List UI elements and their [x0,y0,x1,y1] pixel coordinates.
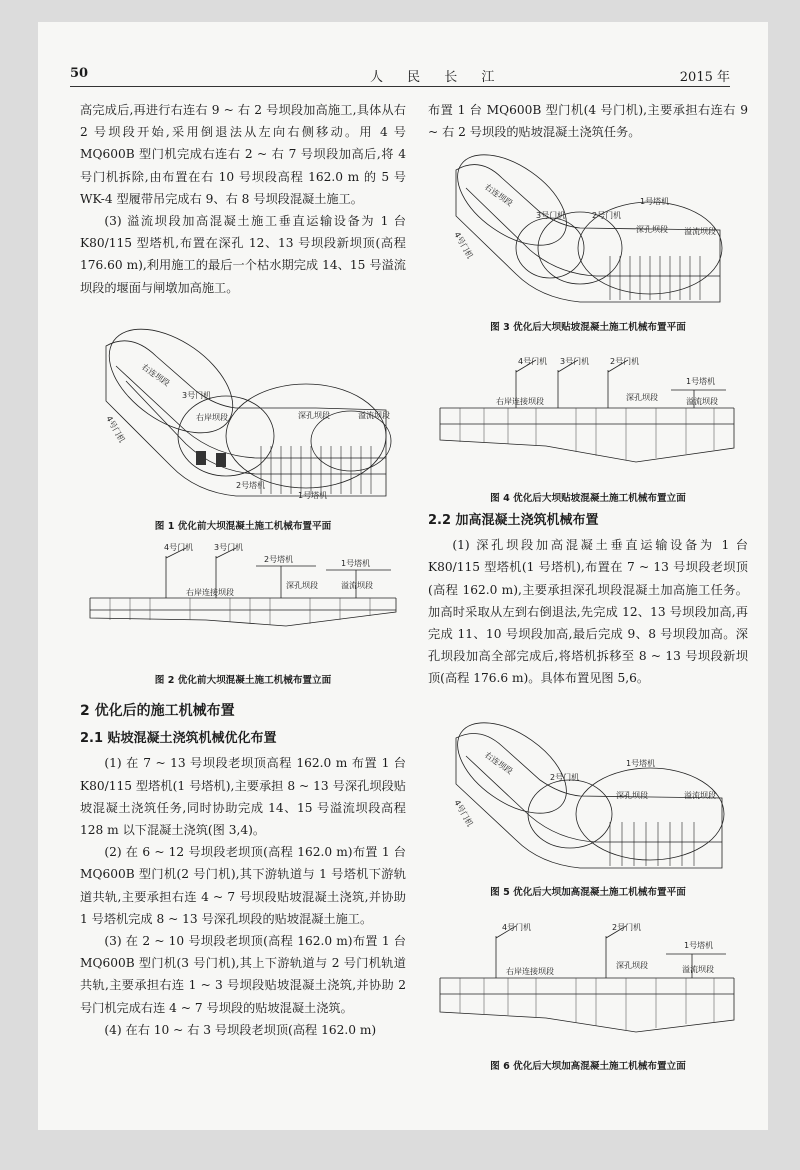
figure-3-plan [440,152,740,312]
fig4-label-right-conn: 右岸连接坝段 [496,397,544,406]
paragraph-continued: 高完成后,再进行右连右 9 ~ 右 2 号坝段加高施工,具体从右 2 号坝段开始,采用倒退法从左向右侧移动。用 4 号 MQ600B 型门机完成右连右 2 ~ 右 7 号坝段加高后,将 4 号门机拆除,由布置在右 10 号坝段高程 162.0 m 的 5 号 WK-4 型履带吊完成右 9、右 8 号坝段混凝土施工。 [80,103,406,206]
right-column-top [428,99,748,143]
figure-3-caption: 图 3 优化后大坝贴坡混凝土施工机械布置平面 [490,322,686,333]
header-rule [70,86,730,87]
fig4-label-tower1: 1号塔机 [686,377,716,386]
fig1-label-gantry3: 3号门机 [182,391,212,400]
figure-1-caption: 图 1 优化前大坝混凝土施工机械布置平面 [154,521,332,532]
running-header [70,62,730,86]
fig4-label-deep-hole: 深孔坝段 [626,393,658,402]
right-column-middle [428,510,748,690]
fig3-label-deep-hole: 深孔坝段 [636,225,668,234]
fig5-label-deep-hole: 深孔坝段 [616,791,648,800]
left-column-bottom [80,700,406,1041]
fig2-label-gantry4: 4号门机 [164,543,194,552]
fig3-label-gantry2: 2号门机 [592,211,622,220]
page-number: 50 [70,66,89,81]
fig2-label-right-conn: 右岸连接坝段 [186,588,234,597]
fig1-label-spillway: 溢流坝段 [358,411,390,420]
fig2-label-deep-hole: 深孔坝段 [286,581,318,590]
item-4: (4) 在右 10 ~ 右 3 号坝段老坝顶(高程 162.0 m) [104,1022,377,1037]
figure-6-elevation [436,918,741,1042]
fig5-label-right-conn: 右连坝段 [482,750,515,776]
fig4-label-spillway: 溢流坝段 [686,397,718,406]
fig3-label-gantry4: 4号门机 [452,230,475,261]
fig1-label-right-conn: 右连坝段 [139,362,172,388]
section-2-2-heading: 2.2 加高混凝土浇筑机械布置 [428,513,599,528]
fig3-label-spillway: 溢流坝段 [684,227,716,236]
fig3-label-gantry3: 3号门机 [536,211,566,220]
section-2-heading: 2 优化后的施工机械布置 [80,703,235,719]
fig4-label-gantry3: 3号门机 [560,357,590,366]
fig1-label-deep-hole: 深孔坝段 [298,411,330,420]
left-column-top [80,99,406,299]
fig6-label-tower1: 1号塔机 [684,941,714,950]
section-2-1-heading: 2.1 贴坡混凝土浇筑机械优化布置 [80,731,277,747]
fig1-label-gantry4: 4号门机 [104,414,127,445]
item-2: (2) 在 6 ~ 12 号坝段老坝顶(高程 162.0 m)布置 1 台 MQ600B 型门机(2 号门机),其下游轨道与 1 号塔机下游轨道共轨,主要承担右连 4 ~ 7 号坝段贴坡混凝土浇筑,并协助 1 号塔机完成 8 ~ 13 号深孔坝段的贴坡混凝土施工。 [80,845,406,926]
fig6-label-gantry2: 2号门机 [612,923,642,932]
paragraph-2-2-item-1: (1) 深孔坝段加高混凝土垂直运输设备为 1 台 K80/115 型塔机(1 号塔机),布置在 7 ~ 13 号坝段老坝顶(高程 162.0 m),主要承担深孔坝段混凝土加高施工任务。加高时采取从左到右倒退法,先完成 12、13 号坝段加高,再完成 11、10 号坝段加高,最后完成 9、8 号坝段加高。深孔坝段加高全部完成后,将塔机拆移至 8 ~ 13 号坝段新坝顶(高程 176.6 m)。具体布置见图 5,6。 [428,538,748,686]
fig6-label-spillway: 溢流坝段 [682,965,714,974]
fig2-label-tower2: 2号塔机 [264,555,294,564]
journal-name: 人 民 长 江 [370,70,505,85]
fig5-label-tower1: 1号塔机 [626,759,656,768]
fig3-label-right-conn: 右连坝段 [482,182,515,208]
fig6-label-gantry4: 4号门机 [502,923,532,932]
figure-6-caption: 图 6 优化后大坝加高混凝土施工机械布置立面 [490,1061,686,1072]
figure-2-elevation [86,540,406,632]
year: 2015 年 [679,70,730,85]
fig1-label-tower1: 1号塔机 [298,491,328,500]
fig4-label-gantry4: 4号门机 [518,357,548,366]
item-1: (1) 在 7 ~ 13 号坝段老坝顶高程 162.0 m 布置 1 台 K80/115 型塔机(1 号塔机),主要承担 8 ~ 13 号深孔坝段贴坡混凝土浇筑任务,同时协助完成 14、15 号溢流坝段高程 128 m 以下混凝土浇筑(图 3,4)。 [80,756,406,838]
fig5-label-gantry4: 4号门机 [452,798,475,829]
fig2-label-spillway: 溢流坝段 [341,581,373,590]
figure-4-caption: 图 4 优化后大坝贴坡混凝土施工机械布置立面 [490,493,686,504]
fig1-label-right-bank: 右岸坝段 [196,413,228,422]
fig6-label-right-conn: 右岸连接坝段 [506,967,554,976]
fig4-label-gantry2: 2号门机 [610,357,640,366]
item-3: (3) 在 2 ~ 10 号坝段老坝顶(高程 162.0 m)布置 1 台 MQ600B 型门机(3 号门机),其上下游轨道与 2 号门机轨道共轨,主要承担右连 1 ~ 3 号坝段贴坡混凝土浇筑,并协助 2 号门机完成右连 4 ~ 7 号坝段的贴坡混凝土浇筑。 [80,934,406,1015]
paragraph-continued-right: 布置 1 台 MQ600B 型门机(4 号门机),主要承担右连右 9 ~ 右 2 号坝段的贴坡混凝土浇筑任务。 [428,103,748,140]
paragraph-item-3: (3) 溢流坝段加高混凝土施工垂直运输设备为 1 台 K80/115 型塔机,布置在深孔 12、13 号坝段新坝顶(高程 176.60 m),利用施工的最后一个枯水期完成 14、15 号溢流坝段的堰面与闸墩加高施工。 [80,214,406,295]
fig1-label-tower2: 2号塔机 [236,481,266,490]
fig2-label-gantry3: 3号门机 [214,543,244,552]
fig5-label-gantry2: 2号门机 [550,773,580,782]
fig6-label-deep-hole: 深孔坝段 [616,961,648,970]
figure-5-caption: 图 5 优化后大坝加高混凝土施工机械布置平面 [490,887,686,898]
figure-1-plan [86,326,406,504]
fig5-label-spillway: 溢流坝段 [684,791,716,800]
fig2-label-tower1: 1号塔机 [341,559,371,568]
figure-2-caption: 图 2 优化前大坝混凝土施工机械布置立面 [154,675,332,686]
figure-4-elevation [436,350,741,470]
fig3-label-tower1: 1号塔机 [640,197,670,206]
figure-5-plan [440,722,740,874]
